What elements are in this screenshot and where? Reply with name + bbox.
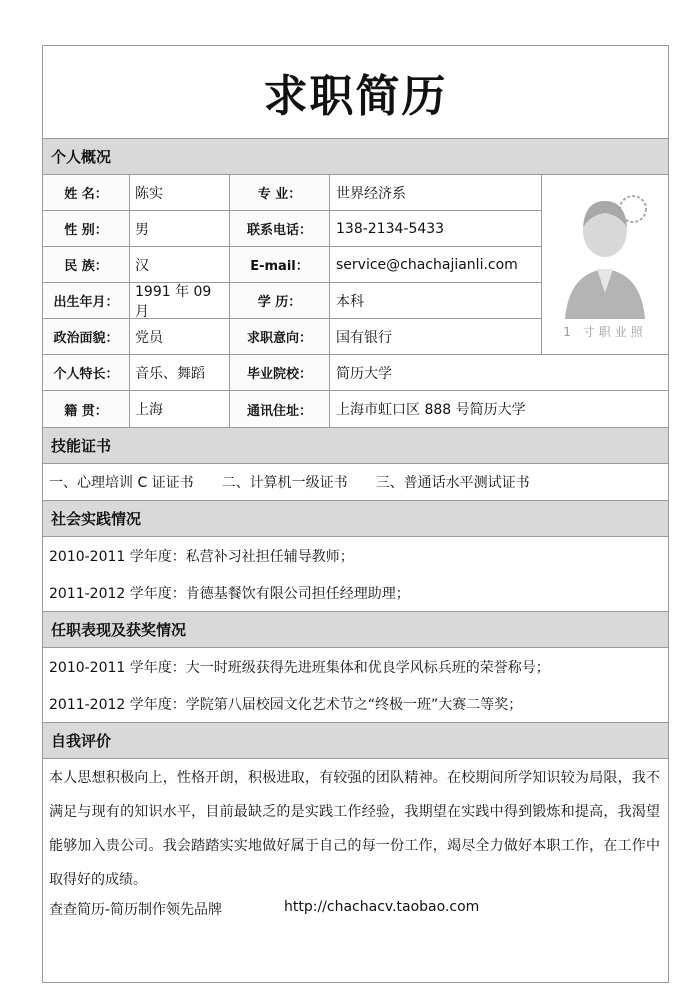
birth-value: 1991 年 09 月 [130,283,230,318]
footer [43,899,668,919]
origin-value: 上海 [130,391,230,427]
profile-row [43,175,541,211]
school-label: 毕业院校： [230,355,330,390]
address-label: 通讯住址： [230,391,330,427]
school-value: 简历大学 [336,365,392,382]
skill-item: 一、心理培训 C 证证书 [49,475,194,491]
intent-value: 国有银行 [336,329,392,346]
phone-value: 138-2134-5433 [336,220,445,237]
name-label: 姓 名： [43,175,130,210]
profile-row [43,391,668,427]
resume-sheet [42,45,669,983]
ethnic-value: 汉 [130,247,230,282]
email-value: service@chachajianli.com [336,256,518,273]
profile-table [43,175,668,427]
self-evaluation-text: 本人思想积极向上，性格开朗，积极进取，有较强的团队精神。在校期间所学知识较为局限，我不满足与现有的知识水平，目前最缺乏的是实践工作经验，我期望在实践中得到锻炼和提高，我渴望能够加入贵公司。我会踏踏实实地做好属于自己的每一份工作，竭尽全力做好本职工作，在工作中取得好的成绩。 [49,770,660,888]
profile-row [43,283,541,319]
award-item: 2010-2011 学年度：大一时班级获得先进班集体和优良学风标兵班的荣誉称号； [49,659,550,676]
section-self-header: 自我评价 [43,722,668,759]
award-item: 2011-2012 学年度：学院第八届校园文化艺术节之“终极一班”大赛二等奖； [49,696,523,713]
politics-value: 党员 [130,319,230,354]
photo-placeholder[interactable] [541,175,668,355]
origin-label: 籍 贯： [43,391,130,427]
education-label: 学 历： [230,283,330,318]
avatar-icon [559,189,651,319]
email-label: E-mail： [230,247,330,282]
profile-row [43,319,541,355]
section-practice-header: 社会实践情况 [43,500,668,537]
hobby-value: 音乐、舞蹈 [130,355,230,390]
practice-item: 2011-2012 学年度：肯德基餐饮有限公司担任经理助理； [49,585,410,602]
section-profile-header: 个人概况 [43,138,668,175]
skills-list [43,464,668,500]
birth-label: 出生年月： [43,283,130,318]
profile-row [43,247,541,283]
gender-label: 性 别： [43,211,130,246]
footer-url[interactable]: http://chachacv.taobao.com [284,899,480,915]
phone-label: 联系电话： [230,211,330,246]
section-skills-header: 技能证书 [43,427,668,464]
name-value: 陈实 [130,175,230,210]
skill-item: 三、普通话水平测试证书 [375,475,530,491]
gender-value: 男 [130,211,230,246]
major-label: 专 业： [230,175,330,210]
skill-item: 二、计算机一级证书 [221,475,348,491]
major-value: 世界经济系 [336,185,406,202]
page-title: 求职简历 [263,71,448,122]
profile-row [43,355,668,391]
ethnic-label: 民 族： [43,247,130,282]
practice-item: 2010-2011 学年度：私营补习社担任辅导教师； [49,548,354,565]
section-awards-header: 任职表现及获奖情况 [43,611,668,648]
hobby-label: 个人特长： [43,355,130,390]
profile-row [43,211,541,247]
address-value: 上海市虹口区 888 号简历大学 [336,402,526,418]
education-value: 本科 [336,293,364,310]
politics-label: 政治面貌： [43,319,130,354]
footer-brand: 查查简历-简历制作领先品牌 [49,902,223,918]
photo-caption: 1 寸职业照 [563,325,647,339]
intent-label: 求职意向： [230,319,330,354]
